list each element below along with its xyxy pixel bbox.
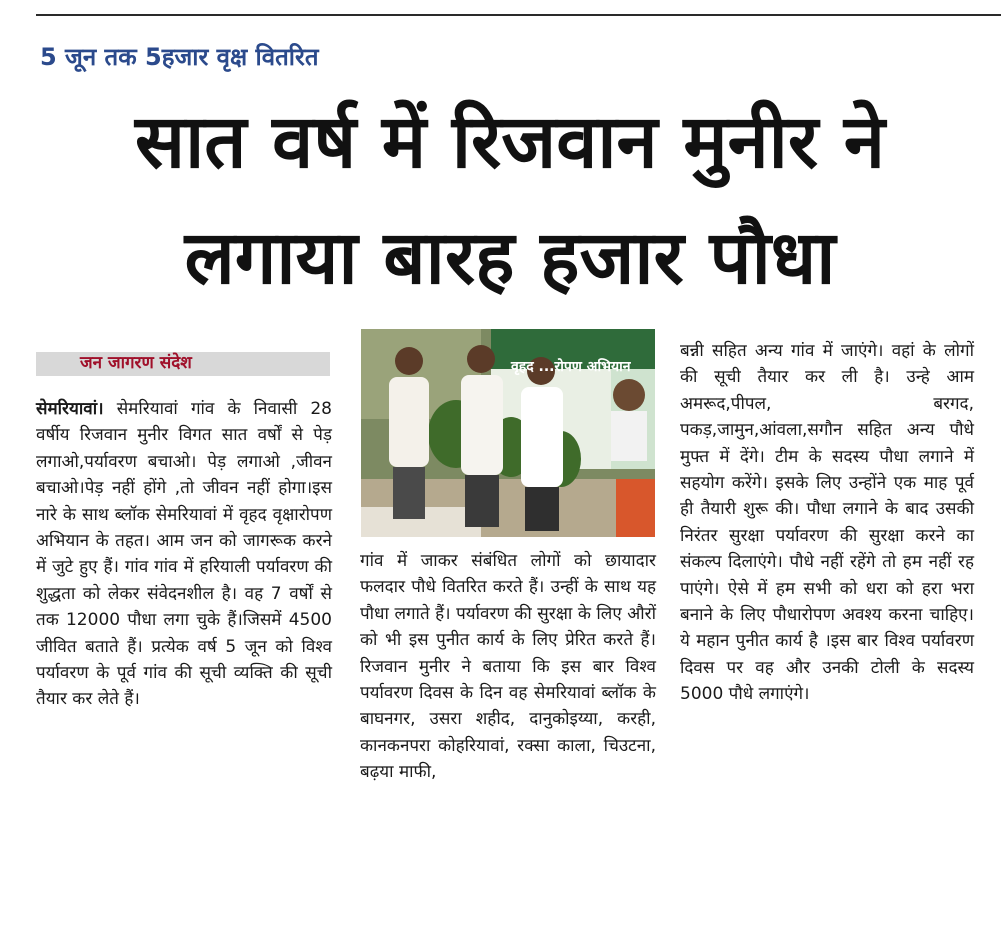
top-rule (36, 14, 1001, 16)
article-column-1 (36, 396, 332, 713)
photo-banner-text: वृहद ...रोपण अभियान (511, 359, 631, 375)
article-column-1-text: सेमरियावां गांव के निवासी 28 वर्षीय रिजवान मुनीर विगत सात वर्षों से पेड़ लगाओ,पर्यावरण बचाओ। पेड़ लगाओ ,जीवन बचाओ।पेड़ नहीं होंगे ,तो जीवन नहीं होगा।इस नारे के साथ ब्लॉक सेमरियावां में वृहद वृक्षारोपण अभियान के तहत। आम जन को जागरूक करने में जुटे हुए हैं। गांव गांव में हरियाली पर्यावरण की शुद्धता को लेकर संवेदनशील है। वह 7 वर्षों से तक 12000 पौधा लगा चुके हैं।जिसमें 4500 जीवित बताते हैं। प्रत्येक वर्ष 5 जून को विश्व पर्यावरण के पूर्व गांव की सूची व्यक्ति की सूची तैयार कर लेते हैं। (36, 399, 332, 710)
article-column-2: गांव में जाकर संबंधित लोगों को छायादार फलदार पौधे वितरित करते हैं। उन्हीं के साथ यह पौधा लगाते हैं। पर्यावरण की सुरक्षा के लिए औरों को भी इस पुनीत कार्य के लिए प्रेरित करते हैं। रिजवान मुनीर ने बताया कि इस बार विश्व पर्यावरण दिवस के दिन वह सेमरियावां ब्लॉक के बाघनगर, उसरा शहीद, दानुकोइय्या, करही, कानकनपरा कोहरियावां, रक्सा काला, चिउटना, बढ़या माफी, (360, 551, 656, 783)
kicker-subheadline: 5 जून तक 5हजार वृक्ष वितरित (40, 43, 319, 71)
dateline: सेमरियावां। (36, 399, 104, 419)
byline: जन जागरण संदेश (80, 353, 192, 373)
headline-line-2: लगाया बारह हजार पौधा (184, 215, 836, 301)
news-photo (361, 329, 655, 537)
article-column-3: बन्नी सहित अन्य गांव में जाएंगे। वहां के लोगों की सूची तैयार कर ली है। उन्हे आम अमरूद,पीपल, बरगद, पकड़,जामुन,आंवला,सगौन सहित अन्य पौधे मुफ्त में देंगे। टीम के सदस्य पौधा लगाने में सहयोग करेंगे। इसके लिए उन्होंने एक माह पूर्व ही तैयारी शुरू की। पौधा लगाने के बाद उसकी निरंतर सुरक्षा पर्यावरण की सुरक्षा करने का संकल्प दिलाएंगे। पौधे नहीं रहेंगे तो हम नहीं रह पाएंगे। ऐसे में हम सभी को धरा को हरा भरा बनाने के लिए पौधारोपण अवश्य करना चाहिए। ये महान पुनीत कार्य है ।इस बार विश्व पर्यावरण दिवस पर वह और उनकी टोली के सदस्य 5000 पौधे लगाएंगे। (680, 341, 974, 705)
headline-line-1: सात वर्ष में रिजवान मुनीर ने (135, 99, 885, 185)
